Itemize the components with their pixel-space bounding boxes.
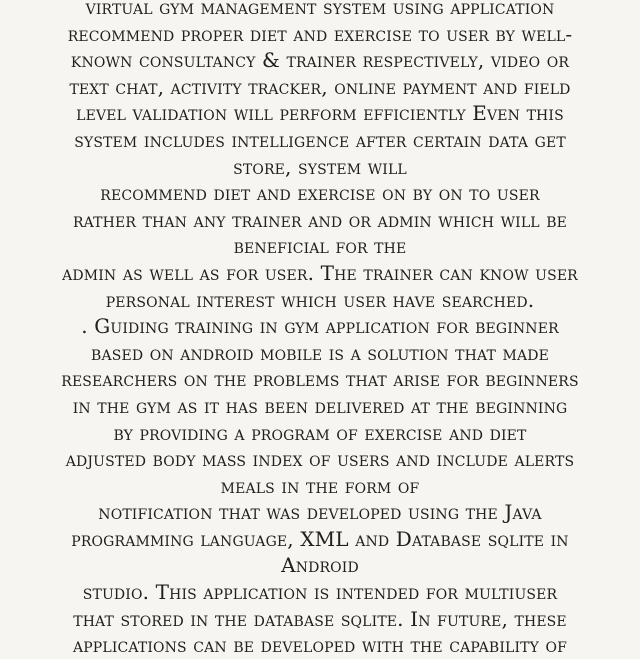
text-line: adjusted body mass index of users and include alerts: [65, 447, 575, 472]
text-line: programming language, XML and Database sqlite in: [71, 526, 569, 551]
text-line: known consultancy & trainer respectively, video or: [70, 48, 570, 73]
text-line: in the gym as it has been delivered at the beginning: [72, 393, 568, 418]
text-line: notification that was developed using the Java: [98, 500, 542, 525]
text-line: system includes intelligence after certain data get: [74, 127, 566, 152]
text-line: level validation will perform efficiently Even this: [76, 101, 564, 126]
text-line: text chat, activity tracker, online payment and field: [69, 74, 571, 99]
text-line: based on android mobile is a solution that made: [91, 340, 549, 365]
text-line: researchers on the problems that arise for beginners: [61, 367, 579, 392]
text-line: applications can be developed with the capability of: [72, 633, 568, 658]
text-line: personal interest which user have searched.: [105, 287, 535, 312]
text-line: studio. This application is intended for multiuser: [82, 580, 558, 605]
text-line: recommend proper diet and exercise to user by well-: [67, 21, 573, 46]
text-line: rather than any trainer and or admin which will be: [72, 207, 568, 232]
text-line: recommend diet and exercise on by on to user: [100, 181, 540, 206]
text-line: store, system will: [233, 154, 407, 179]
text-line: that stored in the database sqlite. In future, these: [73, 606, 567, 631]
text-line: . Guiding training in gym application for beginner: [81, 314, 559, 339]
text-line: admin as well as for user. The trainer can know user: [62, 260, 578, 285]
text-line: Android: [281, 553, 359, 578]
text-line: virtual gym management system using application: [85, 0, 555, 19]
text-line: by providing a program of exercise and diet: [113, 420, 527, 445]
text-line: meals in the form of: [220, 473, 420, 498]
text-line: beneficial for the: [233, 234, 407, 259]
